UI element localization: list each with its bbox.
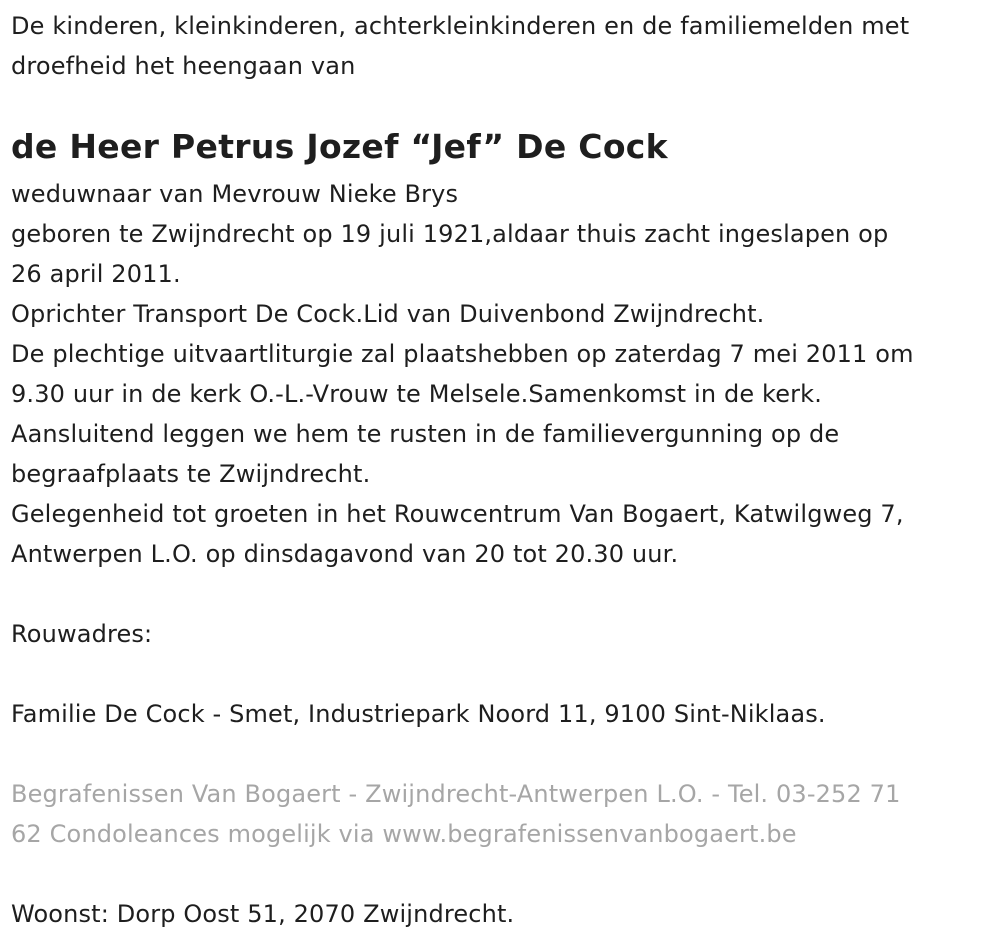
- funeral-home-line-1: Begrafenissen Van Bogaert - Zwijndrecht-Antwerpen L.O. - Tel. 03-252 71: [11, 780, 901, 808]
- detail-line-6: 9.30 uur in de kerk O.-L.-Vrouw te Melsele.Samenkomst in de kerk.: [11, 380, 823, 408]
- deceased-name: de Heer Petrus Jozef “Jef” De Cock: [11, 127, 668, 166]
- detail-line-4: Oprichter Transport De Cock.Lid van Duivenbond Zwijndrecht.: [11, 300, 765, 328]
- intro-line-1: De kinderen, kleinkinderen, achterkleinkinderen en de familiemelden met: [11, 12, 910, 40]
- detail-line-10: Antwerpen L.O. op dinsdagavond van 20 tot 20.30 uur.: [11, 540, 679, 568]
- detail-line-8: begraafplaats te Zwijndrecht.: [11, 460, 371, 488]
- detail-line-1: weduwnaar van Mevrouw Nieke Brys: [11, 180, 459, 208]
- detail-line-3: 26 april 2011.: [11, 260, 181, 288]
- detail-line-2: geboren te Zwijndrecht op 19 juli 1921,aldaar thuis zacht ingeslapen op: [11, 220, 889, 248]
- detail-line-9: Gelegenheid tot groeten in het Rouwcentrum Van Bogaert, Katwilgweg 7,: [11, 500, 904, 528]
- detail-line-5: De plechtige uitvaartliturgie zal plaatshebben op zaterdag 7 mei 2011 om: [11, 340, 914, 368]
- intro-line-2: droefheid het heengaan van: [11, 52, 356, 80]
- mourning-address-label: Rouwadres:: [11, 620, 153, 648]
- mourning-address: Familie De Cock - Smet, Industriepark Noord 11, 9100 Sint-Niklaas.: [11, 700, 826, 728]
- residence-address: Woonst: Dorp Oost 51, 2070 Zwijndrecht.: [11, 900, 515, 928]
- detail-line-7: Aansluitend leggen we hem te rusten in de familievergunning op de: [11, 420, 840, 448]
- funeral-home-line-2: 62 Condoleances mogelijk via www.begrafenissenvanbogaert.be: [11, 820, 797, 848]
